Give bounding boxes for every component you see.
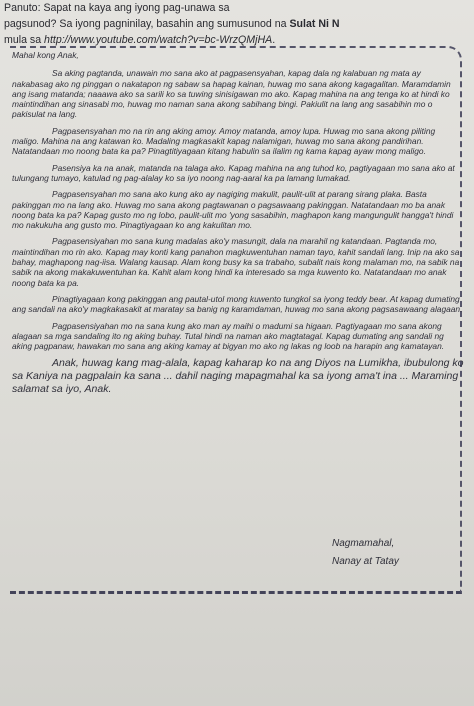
- letter-paragraph-4: Pagpasensyahan mo sana ako kung ako ay nagiging makulit, paulit-ulit at parang sirang plaka. Basta pakinggan mo na lang ako. Huwag mo sana akong pagtawanan o pagsawaang pakinggan. Natatandaan mo ba anak noong bata ka pa? Kapag gusto mo ng lobo, paulit-ulit mo 'yong sasabihin, maghapon kang mangungulit hangga't hindi mo nakukuha ang gusto mo. Pinagtiyagaan ko ang kakulitan mo.: [12, 189, 454, 231]
- source-url: http://www.youtube.com/watch?v=bc-WrzQMjHA: [44, 34, 273, 46]
- instructions-text-2: pagsunod? Sa iyong pagninilay, basahin ang sumusunod na: [4, 18, 287, 30]
- source-suffix: .: [272, 34, 276, 46]
- letter-body: [12, 50, 464, 402]
- letter-greeting: Mahal kong Anak,: [12, 50, 79, 60]
- letter-paragraph-6: Pinagtiyagaan kong pakinggan ang pautal-utol mong kuwento tungkol sa iyong teddy bear. At kapag dumating ang sandali na ako'y magkakasakit at maratay sa banig ng karamdaman, huwag mo sana akong pagsasawaang alagaan.: [12, 293, 463, 315]
- instructions: [4, 0, 474, 48]
- signature-closing: Nagmamahal,: [332, 538, 395, 549]
- instructions-line-2: [4, 16, 474, 32]
- letter-title: Sulat Ni N: [289, 18, 340, 30]
- letter-paragraph-1: Sa aking pagtanda, unawain mo sana ako at pagpasensyahan, kapag dala ng kalabuan ng mata ay nakabasag ako ng pinggan o nakatapon ng sabaw sa hapag kainan, huwag mo sana akong kagagalitan. Maramdamin ang isang matanda; naaawa ako sa sarili ko sa tuwing sinisigawan mo ako. Kapag mahina na ang tenga ko at hindi ko maintindihan ang sinasabi mo, huwag mo naman sana akong sabihang bingi. Pakiulit na lang ang sasabihin mo o pakisulat na lang.: [12, 68, 451, 120]
- letter-paragraph-3: Pasensiya ka na anak, matanda na talaga ako. Kapag mahina na ang tuhod ko, pagtiyagaan mo sana ako at tulungang tumayo, katulad ng pag-alalay ko sa iyo noong nag-aaral ka pa lamang lumakad.: [12, 162, 455, 183]
- instructions-text-1: Panuto: Sapat na kaya ang iyong pag-unawa sa: [4, 2, 230, 14]
- instructions-line-1: [4, 0, 474, 16]
- letter-paragraph-5: Pagpasensiyahan mo sana kung madalas ako'y masungit, dala na marahil ng katandaan. Pagtanda mo, maintindihan mo rin ako. Kapag may konti kang panahon magkuwentuhan naman tayo, kahit sandali lang. Inip na ako sa bahay, maghapong nag-iisa. Walang kausap. Alam kong busy ka sa trabaho, subalit nais kong malaman mo, na sabik na sabik na akong makakuwentuhan ka. Kahit alam kong hindi ka interesado sa mga kuwento ko. Natatandaan mo anak noong bata ka pa.: [12, 236, 460, 288]
- letter-paragraph-2: Pagpasensyahan mo na rin ang aking amoy. Amoy matanda, amoy lupa. Huwag mo sana akong piliting maligo. Mahina na ang katawan ko. Madaling magkasakit kapag nalamigan, huwag mo sana akong pandirihan. Natatandaan mo noong bata ka pa? Pinagtitiyagaan kitang habulin sa ilalim ng kama kapag ayaw mong maligo.: [12, 125, 436, 157]
- letter-paragraph-7: Pagpasensiyahan mo na sana kung ako man ay maihi o madumi sa higaan. Pagtiyagaan mo sana akong alagaan sa mga sandaling ito ng aking buhay. Tutal hindi na naman ako magtatagal. Kapag dumating ang sandali ng aking pagpanaw, hawakan mo sana ang aking kamay at bigyan mo ako ng lakas ng loob na harapin ang kamatayan.: [12, 320, 445, 352]
- letter-paragraph-8: Anak, huwag kang mag-alala, kapag kaharap ko na ang Diyos na Lumikha, ibubulong ko sa Kaniya na pagpalain ka sana ... dahil naging mapagmahal ka sa iyong ama't ina ... Maraming salamat sa iyo, Anak.: [12, 357, 464, 396]
- signature-name: Nanay at Tatay: [332, 556, 399, 567]
- source-prefix: mula sa: [4, 34, 42, 46]
